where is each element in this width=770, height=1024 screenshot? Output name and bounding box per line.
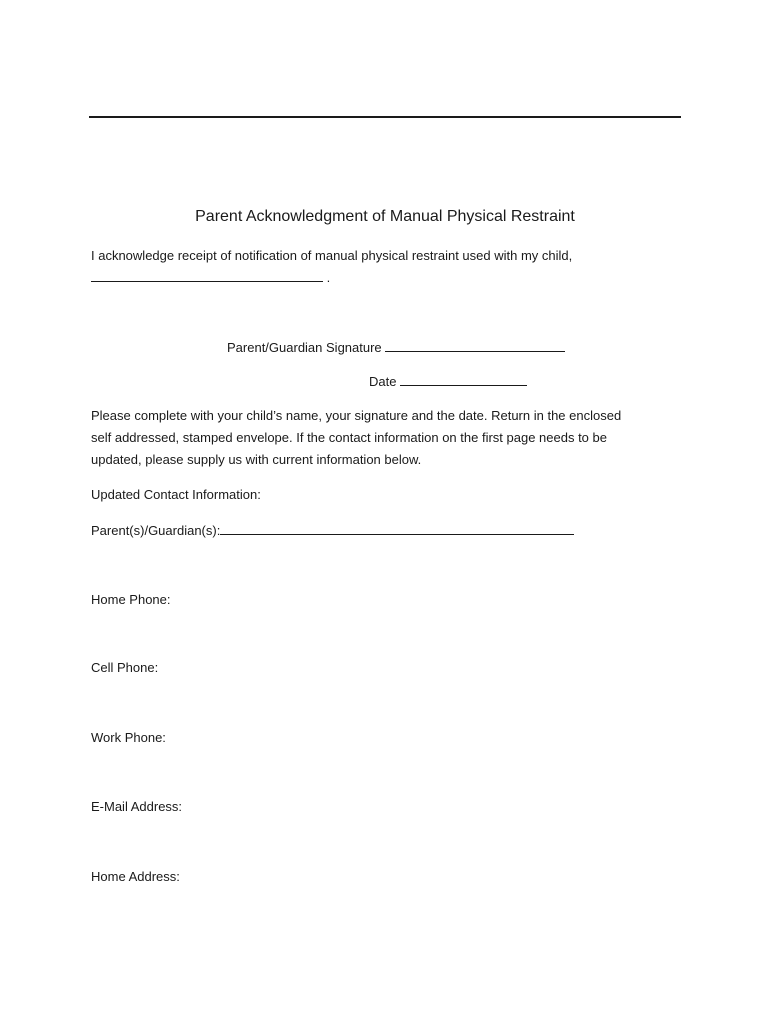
instructions-line-1: Please complete with your child’s name, your signature and the date. Return in the enclosed <box>91 408 622 423</box>
instructions-line-2: self addressed, stamped envelope. If the contact information on the first page needs to be <box>91 430 607 445</box>
date-label: Date <box>369 374 397 389</box>
guardians-row <box>91 523 574 538</box>
date-row <box>369 374 527 389</box>
home-phone-label: Home Phone: <box>91 592 171 607</box>
date-field[interactable] <box>400 374 527 386</box>
guardians-field[interactable] <box>220 523 574 535</box>
signature-field[interactable] <box>385 340 565 352</box>
child-name-suffix: . <box>326 270 331 285</box>
header-divider <box>89 116 681 118</box>
updated-contact-heading: Updated Contact Information: <box>91 487 261 502</box>
child-name-row <box>91 270 330 285</box>
home-address-label: Home Address: <box>91 869 180 884</box>
instructions-line-3: updated, please supply us with current information below. <box>91 452 422 467</box>
acknowledge-text: I acknowledge receipt of notification of manual physical restraint used with my child, <box>91 248 573 263</box>
cell-phone-label: Cell Phone: <box>91 660 159 675</box>
signature-label: Parent/Guardian Signature <box>227 340 382 355</box>
work-phone-label: Work Phone: <box>91 730 166 745</box>
signature-row <box>227 340 565 355</box>
email-label: E-Mail Address: <box>91 799 183 814</box>
form-title: Parent Acknowledgment of Manual Physical Restraint <box>195 208 575 225</box>
guardians-label: Parent(s)/Guardian(s): <box>91 523 221 538</box>
instructions <box>91 405 681 471</box>
child-name-field[interactable] <box>91 270 323 282</box>
